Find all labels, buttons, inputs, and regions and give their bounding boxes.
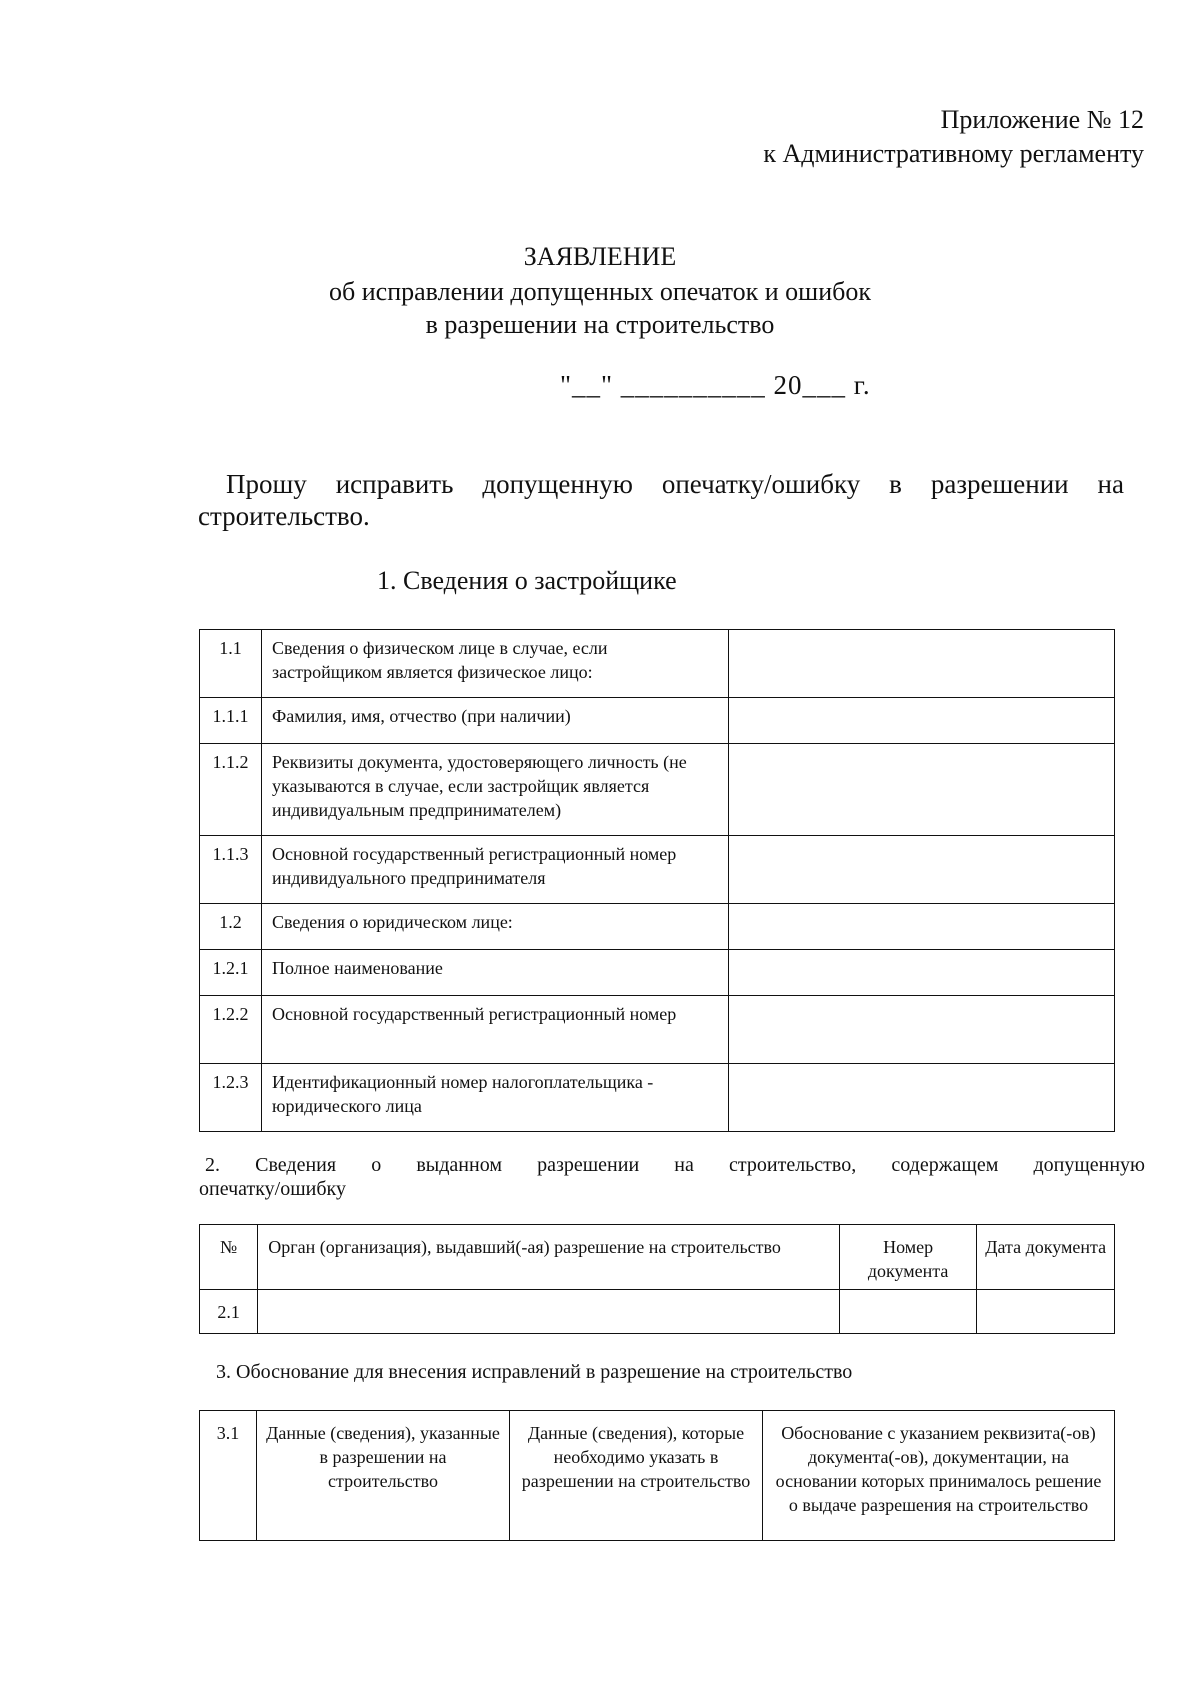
row-num: 1.2	[200, 904, 262, 950]
table-row	[200, 904, 1115, 950]
row-num: 1.2.3	[200, 1064, 262, 1132]
row-value-field[interactable]	[729, 698, 1115, 744]
appendix-line2: к Административному регламенту	[763, 139, 1144, 168]
row-num: 2.1	[200, 1290, 258, 1334]
row-num: 1.1.3	[200, 836, 262, 904]
request-paragraph	[198, 468, 1124, 532]
table-row	[200, 996, 1115, 1064]
row-label: Сведения о юридическом лице:	[262, 904, 729, 950]
row-label: Идентификационный номер налогоплательщика - юридического лица	[262, 1064, 729, 1132]
col-header-doc-date: Дата документа	[977, 1225, 1115, 1290]
date-line: "__" __________ 20___ г.	[560, 370, 871, 400]
row-value-field[interactable]	[729, 950, 1115, 996]
row-label: Основной государственный регистрационный номер индивидуального предпринимателя	[262, 836, 729, 904]
developer-info-table	[199, 629, 1115, 1132]
organ-field[interactable]	[258, 1290, 840, 1334]
row-value-field[interactable]	[729, 744, 1115, 836]
request-line2: строительство.	[198, 501, 370, 531]
row-num: 1.1.2	[200, 744, 262, 836]
section3-heading: 3. Обоснование для внесения исправлений в разрешение на строительство	[216, 1361, 853, 1383]
section2-heading-line1: 2. Сведения о выданном разрешении на строительство, содержащем допущенную	[205, 1154, 1145, 1176]
table-row	[200, 744, 1115, 836]
document-subtitle-line2: в разрешении на строительство	[425, 310, 775, 339]
row-num: 1.1.1	[200, 698, 262, 744]
section2-heading	[199, 1153, 1145, 1201]
table-row	[200, 1411, 1115, 1541]
table-row	[200, 698, 1115, 744]
row-label: Основной государственный регистрационный номер	[262, 996, 729, 1064]
row-num: 1.2.2	[200, 996, 262, 1064]
table-row	[200, 836, 1115, 904]
doc-number-field[interactable]	[839, 1290, 977, 1334]
col-data-in-permit: Данные (сведения), указанные в разрешении на строительство	[257, 1411, 510, 1541]
row-label: Реквизиты документа, удостоверяющего личность (не указываются в случае, если застройщик является индивидуальным предпринимателем)	[262, 744, 729, 836]
table-row	[200, 1064, 1115, 1132]
document-title: ЗАЯВЛЕНИЕ	[523, 242, 677, 271]
row-num: 3.1	[200, 1411, 257, 1541]
col-header-num: №	[200, 1225, 258, 1290]
row-label: Полное наименование	[262, 950, 729, 996]
row-value-field[interactable]	[729, 630, 1115, 698]
doc-date-field[interactable]	[977, 1290, 1115, 1334]
appendix-label	[763, 103, 1144, 171]
table-row	[200, 950, 1115, 996]
row-value-field[interactable]	[729, 996, 1115, 1064]
col-header-organ: Орган (организация), выдавший(-ая) разрешение на строительство	[258, 1225, 840, 1290]
row-value-field[interactable]	[729, 836, 1115, 904]
row-label: Фамилия, имя, отчество (при наличии)	[262, 698, 729, 744]
request-line1: Прошу исправить допущенную опечатку/ошибку в разрешении на	[226, 469, 1124, 499]
row-label: Сведения о физическом лице в случае, если застройщиком является физическое лицо:	[262, 630, 729, 698]
permit-info-table	[199, 1224, 1115, 1334]
section1-heading: 1. Сведения о застройщике	[377, 566, 677, 595]
document-subtitle-line1: об исправлении допущенных опечаток и ошибок	[329, 277, 871, 306]
row-num: 1.1	[200, 630, 262, 698]
appendix-line1: Приложение № 12	[940, 105, 1144, 134]
correction-basis-table	[199, 1410, 1115, 1541]
table-row	[200, 1290, 1115, 1334]
section2-heading-line2: опечатку/ошибку	[199, 1178, 346, 1200]
col-header-doc-number: Номер документа	[839, 1225, 977, 1290]
row-num: 1.2.1	[200, 950, 262, 996]
row-value-field[interactable]	[729, 1064, 1115, 1132]
table-header-row	[200, 1225, 1115, 1290]
table-row	[200, 630, 1115, 698]
row-value-field[interactable]	[729, 904, 1115, 950]
col-data-to-specify: Данные (сведения), которые необходимо указать в разрешении на строительство	[510, 1411, 763, 1541]
col-justification: Обоснование с указанием реквизита(-ов) документа(-ов), документации, на основании которых принималось решение о выдаче разрешения на строительство	[763, 1411, 1115, 1541]
